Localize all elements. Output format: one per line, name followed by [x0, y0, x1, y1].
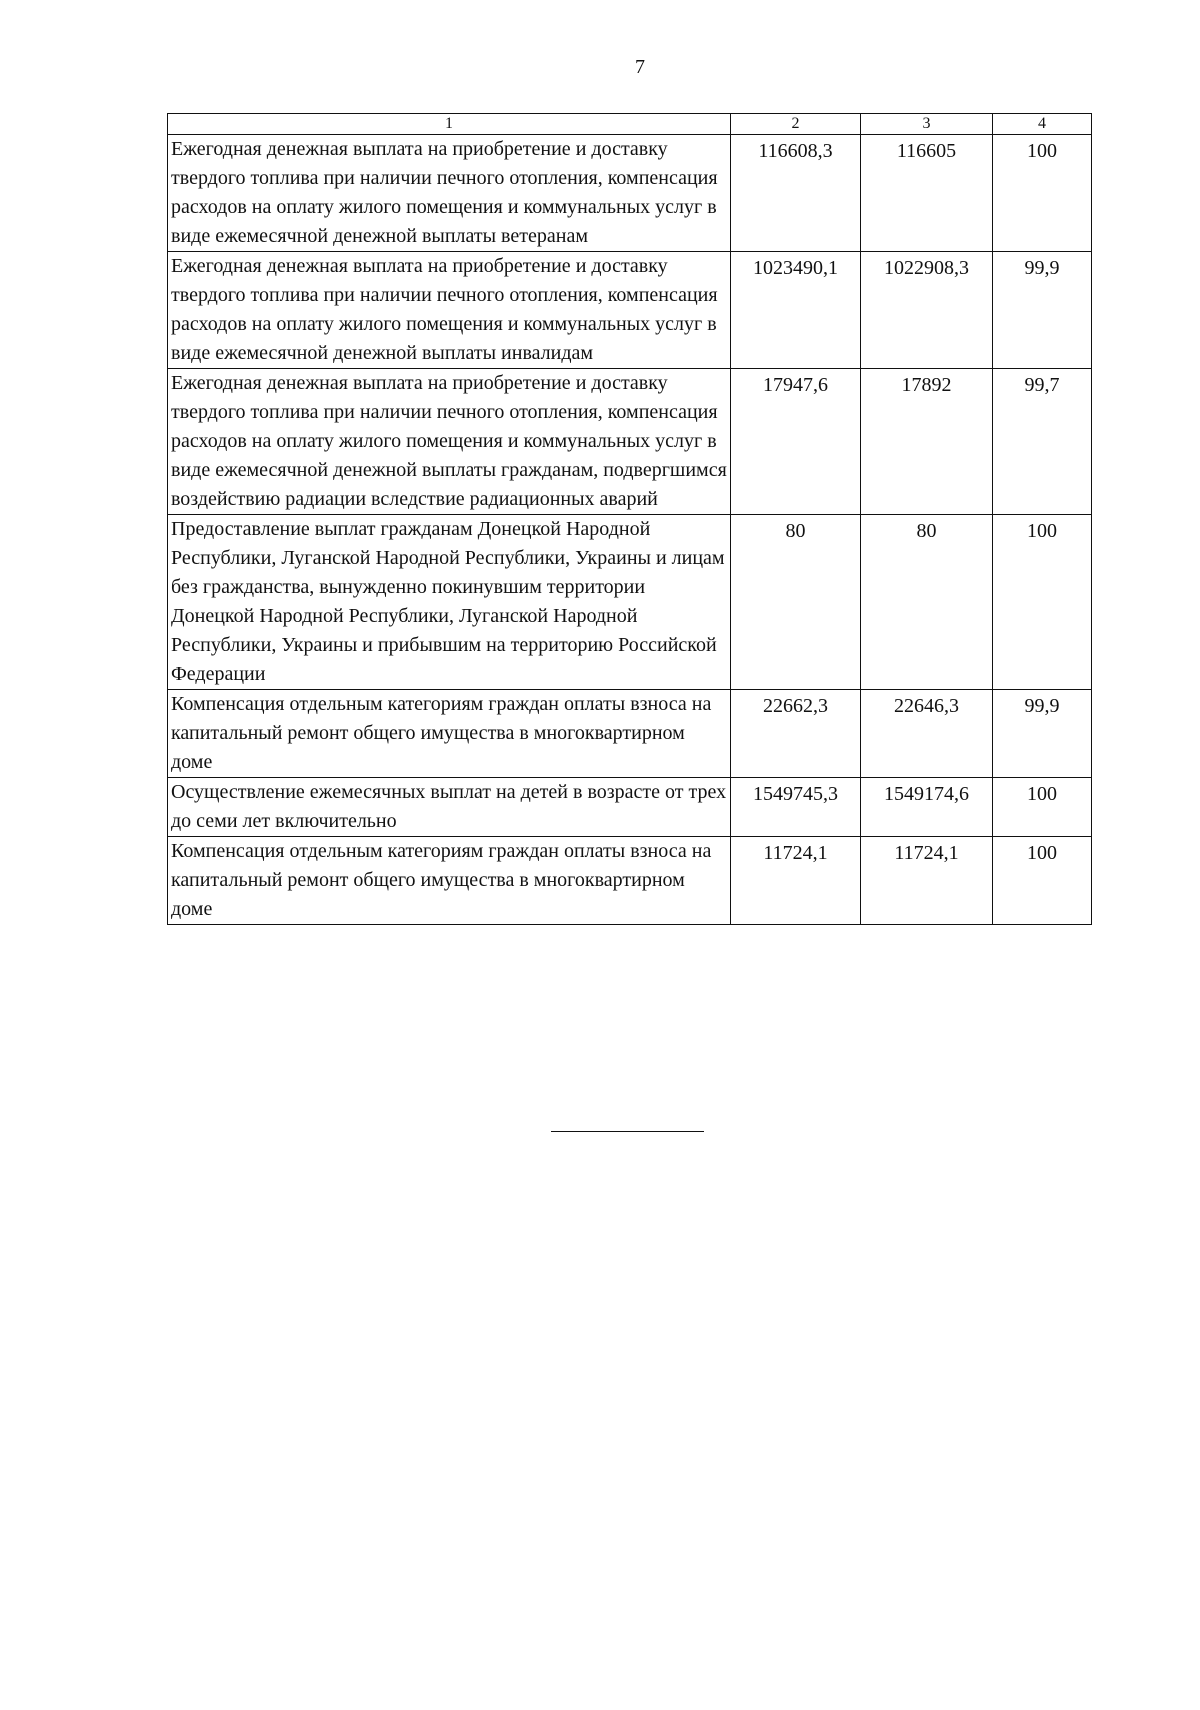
- table-row: [168, 515, 1092, 690]
- row-value-col3: 80: [861, 515, 993, 690]
- end-of-document-rule: [551, 1131, 704, 1132]
- row-name: Ежегодная денежная выплата на приобретение и доставку твердого топлива при наличии печного отопления, компенсация расходов на оплату жилого помещения и коммунальных услуг в виде ежемесячной денежной выплаты инвалидам: [168, 252, 731, 369]
- row-value-col2: 22662,3: [731, 690, 861, 778]
- row-value-col3: 116605: [861, 135, 993, 252]
- row-value-col2: 116608,3: [731, 135, 861, 252]
- table-row: [168, 837, 1092, 925]
- row-value-col3: 11724,1: [861, 837, 993, 925]
- row-name: Осуществление ежемесячных выплат на детей в возрасте от трех до семи лет включительно: [168, 778, 731, 837]
- row-value-col4: 99,9: [993, 690, 1092, 778]
- row-name: Предоставление выплат гражданам Донецкой Народной Республики, Луганской Народной Республики, Украины и лицам без гражданства, вынужденно покинувшим территории Донецкой Народной Республики, Луганской Народной Республики, Украины и прибывшим на территорию Российской Федерации: [168, 515, 731, 690]
- row-value-col2: 11724,1: [731, 837, 861, 925]
- column-header-2: 2: [731, 114, 861, 135]
- row-name: Ежегодная денежная выплата на приобретение и доставку твердого топлива при наличии печного отопления, компенсация расходов на оплату жилого помещения и коммунальных услуг в виде ежемесячной денежной выплаты гражданам, подвергшимся воздействию радиации вследствие радиационных аварий: [168, 369, 731, 515]
- table-row: [168, 252, 1092, 369]
- table-row: [168, 135, 1092, 252]
- column-header-4: 4: [993, 114, 1092, 135]
- row-name: Компенсация отдельным категориям граждан оплаты взноса на капитальный ремонт общего имущества в многоквартирном доме: [168, 690, 731, 778]
- page-number: 7: [635, 56, 645, 78]
- row-value-col4: 100: [993, 515, 1092, 690]
- row-value-col2: 1549745,3: [731, 778, 861, 837]
- row-value-col4: 99,7: [993, 369, 1092, 515]
- row-value-col3: 17892: [861, 369, 993, 515]
- row-value-col4: 100: [993, 837, 1092, 925]
- column-header-3: 3: [861, 114, 993, 135]
- row-value-col3: 1022908,3: [861, 252, 993, 369]
- table-row: [168, 369, 1092, 515]
- table-header-row: [168, 114, 1092, 135]
- row-value-col2: 1023490,1: [731, 252, 861, 369]
- row-value-col4: 99,9: [993, 252, 1092, 369]
- table-row: [168, 778, 1092, 837]
- column-header-1: 1: [168, 114, 731, 135]
- row-value-col2: 17947,6: [731, 369, 861, 515]
- row-value-col3: 1549174,6: [861, 778, 993, 837]
- row-value-col2: 80: [731, 515, 861, 690]
- row-value-col4: 100: [993, 135, 1092, 252]
- budget-table: [167, 113, 1092, 925]
- table-row: [168, 690, 1092, 778]
- row-value-col4: 100: [993, 778, 1092, 837]
- row-value-col3: 22646,3: [861, 690, 993, 778]
- row-name: Компенсация отдельным категориям граждан оплаты взноса на капитальный ремонт общего имущества в многоквартирном доме: [168, 837, 731, 925]
- row-name: Ежегодная денежная выплата на приобретение и доставку твердого топлива при наличии печного отопления, компенсация расходов на оплату жилого помещения и коммунальных услуг в виде ежемесячной денежной выплаты ветеранам: [168, 135, 731, 252]
